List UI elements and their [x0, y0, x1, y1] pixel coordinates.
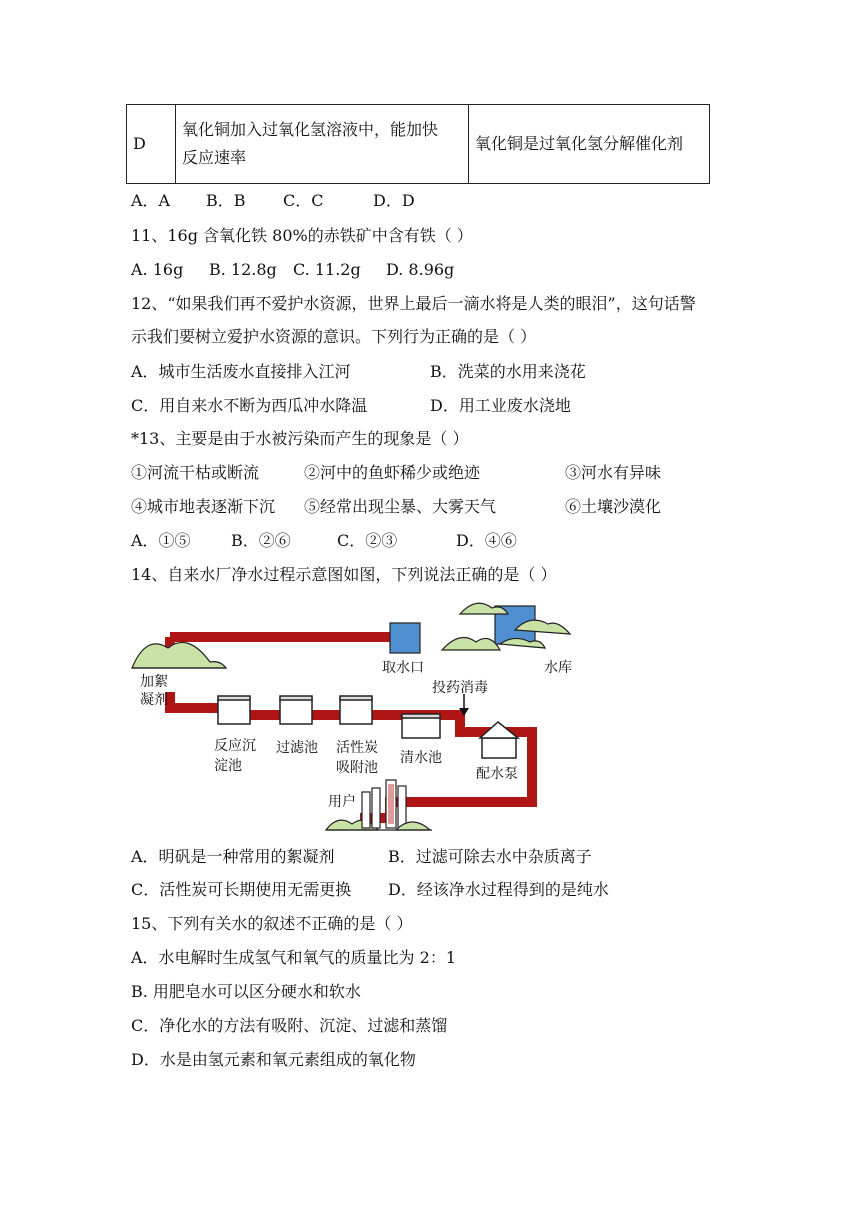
- q13-option-c: C．②③: [337, 531, 398, 550]
- label-user: 用户: [328, 794, 356, 810]
- q11-option-a: A. 16g: [131, 260, 184, 279]
- q10-option-c: C．C: [283, 191, 324, 210]
- label-pump: 配水泵: [476, 766, 518, 782]
- label-intake: 取水口: [382, 660, 424, 676]
- q11-option-d: D. 8.96g: [386, 260, 455, 279]
- q10-option-d: D．D: [373, 191, 415, 210]
- q13-item-1: ①河流干枯或断流: [131, 463, 260, 482]
- label-sediment-2: 淀池: [214, 758, 242, 774]
- experiment-cell: [176, 105, 469, 184]
- tree-cluster-left: [132, 642, 226, 668]
- tank-carbon: [340, 696, 372, 724]
- q11-option-c: C. 11.2g: [293, 260, 361, 279]
- q13-option-a: A．①⑤: [131, 531, 191, 550]
- q12-stem-line-1: 12、“如果我们再不爱护水资源，世界上最后一滴水将是人类的眼泪”，这句话警: [131, 294, 696, 313]
- q15-option-d: D．水是由氢元素和氧元素组成的氧化物: [131, 1050, 416, 1069]
- q14-option-a: A．明矾是一种常用的絮凝剂: [131, 847, 335, 866]
- answer-table-row-d: [126, 104, 710, 184]
- label-coagulant-1: 加絮: [140, 674, 168, 690]
- tank-clear: [402, 714, 440, 738]
- q11-stem: 11、16g 含氧化铁 80%的赤铁矿中含有铁（ ）: [131, 226, 473, 245]
- label-carbon-2: 吸附池: [336, 760, 378, 776]
- label-dosing: 投药消毒: [432, 680, 488, 696]
- label-sediment-1: 反应沉: [214, 738, 256, 754]
- reservoir-icon: [442, 603, 570, 650]
- experiment-line-1: 氧化铜加入过氧化氢溶液中，能加快: [182, 120, 439, 139]
- conclusion-cell: 氧化铜是过氧化氢分解催化剂: [469, 105, 710, 184]
- tank-filter: [280, 696, 312, 724]
- q10-option-b: B．B: [206, 191, 246, 210]
- q12-option-a: A．城市生活废水直接排入江河: [131, 362, 351, 381]
- q13-stem: *13、主要是由于水被污染而产生的现象是（ ）: [131, 429, 469, 448]
- q13-item-2: ②河中的鱼虾稀少或绝迹: [304, 463, 481, 482]
- q14-option-c: C．活性炭可长期使用无需更换: [131, 880, 352, 899]
- q14-option-d: D．经该净水过程得到的是纯水: [388, 880, 609, 899]
- q12-option-c: C．用自来水不断为西瓜冲水降温: [131, 396, 368, 415]
- pipe-path: [170, 637, 532, 818]
- q14-stem: 14、自来水厂净水过程示意图如图，下列说法正确的是（ ）: [131, 565, 557, 584]
- q12-option-b: B．洗菜的水用来浇花: [430, 362, 586, 381]
- tank-sediment: [218, 696, 250, 724]
- label-carbon-1: 活性炭: [336, 740, 378, 756]
- q15-stem: 15、下列有关水的叙述不正确的是（ ）: [131, 914, 413, 933]
- label-filter: 过滤池: [276, 740, 318, 756]
- q15-option-c: C．净化水的方法有吸附、沉淀、过滤和蒸馏: [131, 1016, 448, 1035]
- q13-item-4: ④城市地表逐渐下沉: [131, 497, 276, 516]
- q13-item-5: ⑤经常出现尘暴、大雾天气: [304, 497, 497, 516]
- intake-box: [390, 623, 420, 653]
- q11-option-b: B. 12.8g: [209, 260, 277, 279]
- q13-option-b: B．②⑥: [231, 531, 291, 550]
- q12-option-d: D．用工业废水浇地: [430, 396, 571, 415]
- q13-item-3: ③河水有异味: [565, 463, 662, 482]
- label-reservoir: 水库: [544, 660, 572, 676]
- q15-option-b: B. 用肥皂水可以区分硬水和软水: [131, 982, 361, 1001]
- water-treatment-diagram: [130, 592, 580, 834]
- q13-item-6: ⑥土壤沙漠化: [565, 497, 662, 516]
- experiment-line-2: 反应速率: [182, 148, 247, 167]
- label-coagulant-2: 凝剂: [140, 692, 168, 708]
- q12-stem-line-2: 示我们要树立爱护水资源的意识。下列行为正确的是（ ）: [131, 327, 537, 346]
- q10-option-a: A．A: [131, 191, 171, 210]
- row-letter: D: [127, 105, 176, 184]
- q15-option-a: A．水电解时生成氢气和氧气的质量比为 2：1: [131, 948, 457, 967]
- label-clear: 清水池: [400, 750, 442, 766]
- q13-option-d: D．④⑥: [456, 531, 517, 550]
- q14-option-b: B．过滤可除去水中杂质离子: [388, 847, 592, 866]
